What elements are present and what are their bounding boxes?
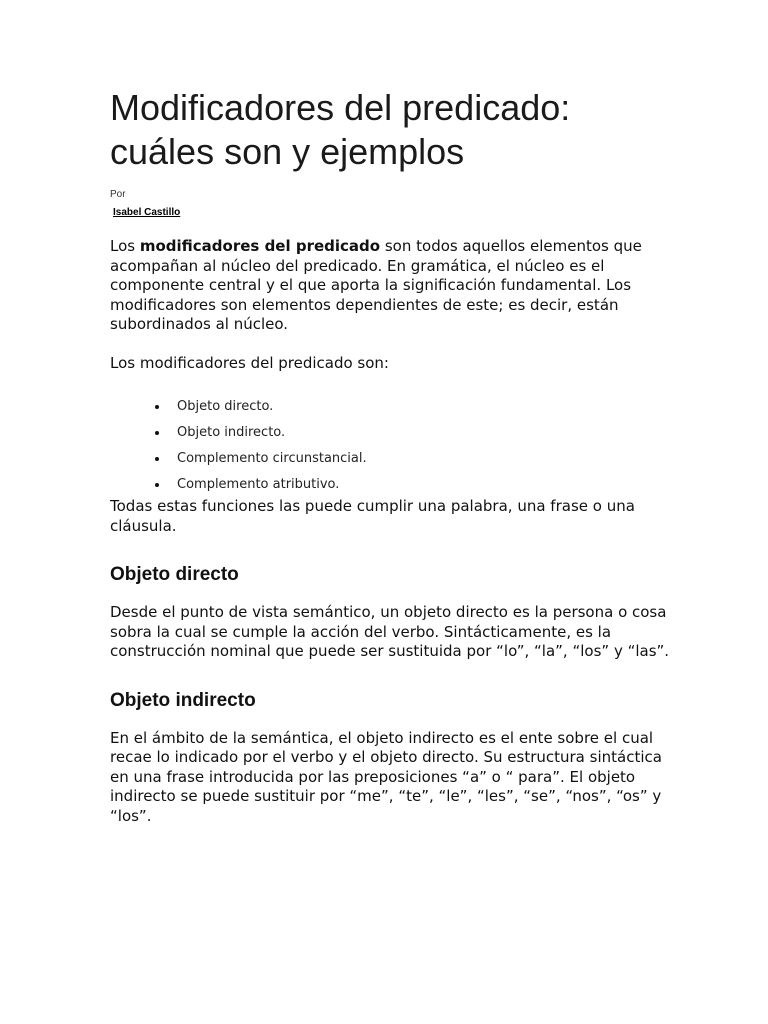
intro-text-after: son todos aquellos elementos que acompañan al núcleo del predicado. En gramática, el núcleo es el componente central y el que aporta la significación fundamental. Los modificadores son elementos dependientes de este; es decir, están subordinados al núcleo. — [110, 237, 642, 333]
bullet-icon — [155, 483, 159, 487]
list-item — [155, 472, 670, 498]
list-lead-paragraph: Los modificadores del predicado son: — [110, 353, 389, 372]
intro-bold-term: modificadores del predicado — [139, 237, 381, 255]
section-heading-objeto-indirecto: Objeto indirecto — [110, 689, 256, 711]
list-item-text: Complemento atributivo. — [177, 477, 340, 492]
bullet-icon — [155, 405, 159, 409]
list-item — [155, 394, 670, 420]
bullet-icon — [155, 431, 159, 435]
byline — [110, 190, 670, 219]
section-heading-objeto-directo: Objeto directo — [110, 564, 239, 585]
bullet-icon — [155, 457, 159, 461]
intro-paragraph — [110, 237, 670, 335]
section-body-objeto-indirecto: En el ámbito de la semántica, el objeto indirecto es el ente sobre el cual recae lo indicado por el verbo y el objeto directo. Su estructura sintáctica en una frase introducida por las preposiciones “a” o “ para”. El objeto indirecto se puede sustituir por “me”, “te”, “le”, “les”, “se”, “nos”, “os” y “los”. — [110, 728, 662, 825]
list-item — [155, 420, 670, 446]
section-body-objeto-directo: Desde el punto de vista semántico, un objeto directo es la persona o cosa sobra la cual se cumple la acción del verbo. Sintácticamente, es la construcción nominal que puede ser sustituida por “lo”, “la”, “los” y “las”. — [110, 603, 670, 660]
after-list-paragraph: Todas estas funciones las puede cumplir una palabra, una frase o una cláusula. — [110, 497, 635, 535]
list-item — [155, 446, 670, 472]
author-link[interactable]: Isabel Castillo — [113, 207, 181, 218]
list-item-text: Objeto directo. — [177, 399, 274, 414]
list-item-text: Complemento circunstancial. — [177, 451, 367, 466]
list-item-text: Objeto indirecto. — [177, 425, 286, 440]
byline-prefix: Por — [110, 189, 126, 200]
page-title: Modificadores del predicado: cuáles son y ejemplos — [110, 87, 571, 172]
modifiers-list — [110, 394, 670, 498]
document-page — [110, 86, 670, 826]
intro-text-before: Los — [110, 237, 140, 255]
